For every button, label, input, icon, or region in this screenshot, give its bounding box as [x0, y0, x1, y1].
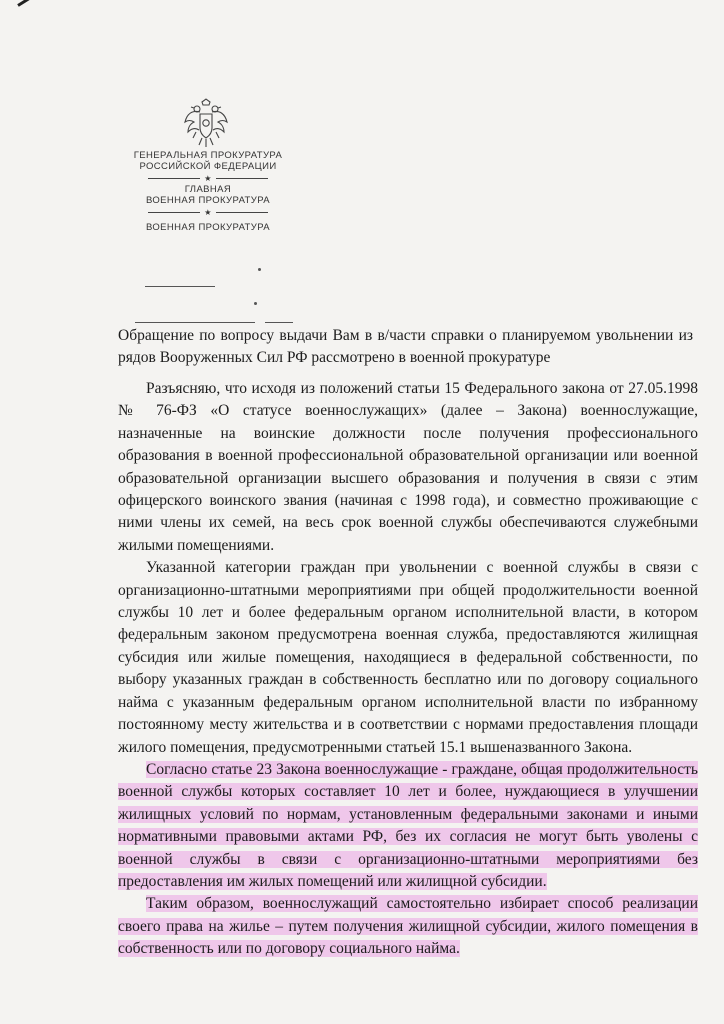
- russian-coat-of-arms-icon: [182, 98, 230, 148]
- letterhead-separator: [118, 208, 298, 216]
- star-icon: ★: [204, 173, 212, 183]
- letterhead: [118, 150, 298, 233]
- org-name-line: ВОЕННАЯ ПРОКУРАТУРА: [145, 222, 271, 233]
- letter-body: [118, 378, 698, 961]
- star-icon: ★: [204, 207, 212, 217]
- body-paragraph: Указанной категории граждан при увольнении с военной службы в связи с организационно-штатными мероприятиями при общей продолжительности военной службы 10 лет и более федеральным органом исполнительной власти, в котором федеральным законом предусмотрена военная служба, предоставляются жилищная субсидия или жилые помещения, находящиеся в федеральной собственности, по выбору указанных граждан в собственность бесплатно или по договору социального найма с указанным федеральным органом исполнительной власти по избранному постоянному месту жительства и в соответствии с нормами предоставления площади жилого помещения, предусмотренными статьей 15.1 вышеназванного Закона.: [118, 559, 698, 756]
- letterhead-separator: [118, 174, 298, 182]
- scan-dot: [258, 268, 261, 271]
- scan-dot: [254, 302, 257, 305]
- letter-subject: Обращение по вопросу выдачи Вам в в/части справки о планируемом увольнении из рядов Вооруженных Сил РФ рассмотрено в военной прокуратуре: [118, 327, 693, 366]
- body-paragraph: Разъясняю, что исходя из положений статьи 15 Федерального закона от 27.05.1998 № 76-ФЗ «О статусе военнослужащих» (далее – Закона) военнослужащие, назначенные на воинские должности после получения профессионального образования в военной профессиональной образовательной организации или военной образовательной организации высшего образования и получения в связи с этим офицерского воинского звания (начиная с 1998 года), и совместно проживающие с ними члены их семей, на весь срок военной службы обеспечиваются служебными жилыми помещениями.: [118, 380, 698, 554]
- highlighted-text: Согласно статье 23 Закона военнослужащие - граждане, общая продолжительность военной службы которых составляет 10 лет и более, нуждающиеся в улучшении жилищных условий по нормам, установленным федеральными законами и иными нормативными правовыми актами РФ, без их согласия не могут быть уволены с военной службы в связи с организационно-штатными мероприятиями без предоставления им жилых помещений или жилищной субсидии.: [118, 760, 698, 890]
- highlighted-text: Таким образом, военнослужащий самостоятельно избирает способ реализации своего права на жилье – путем получения жилищной субсидии, жилого помещения в собственность или по договору социального найма.: [118, 895, 698, 958]
- body-paragraph-highlighted: [118, 759, 698, 893]
- org-name-line: ГЛАВНАЯ: [184, 184, 232, 195]
- body-paragraph-highlighted: [118, 893, 698, 960]
- org-name-line: ВОЕННАЯ ПРОКУРАТУРА: [145, 195, 271, 206]
- org-name-line: РОССИЙСКОЙ ФЕДЕРАЦИИ: [139, 161, 277, 172]
- org-name-line: ГЕНЕРАЛЬНАЯ ПРОКУРАТУРА: [133, 150, 283, 161]
- scan-pen-mark: [17, 0, 47, 7]
